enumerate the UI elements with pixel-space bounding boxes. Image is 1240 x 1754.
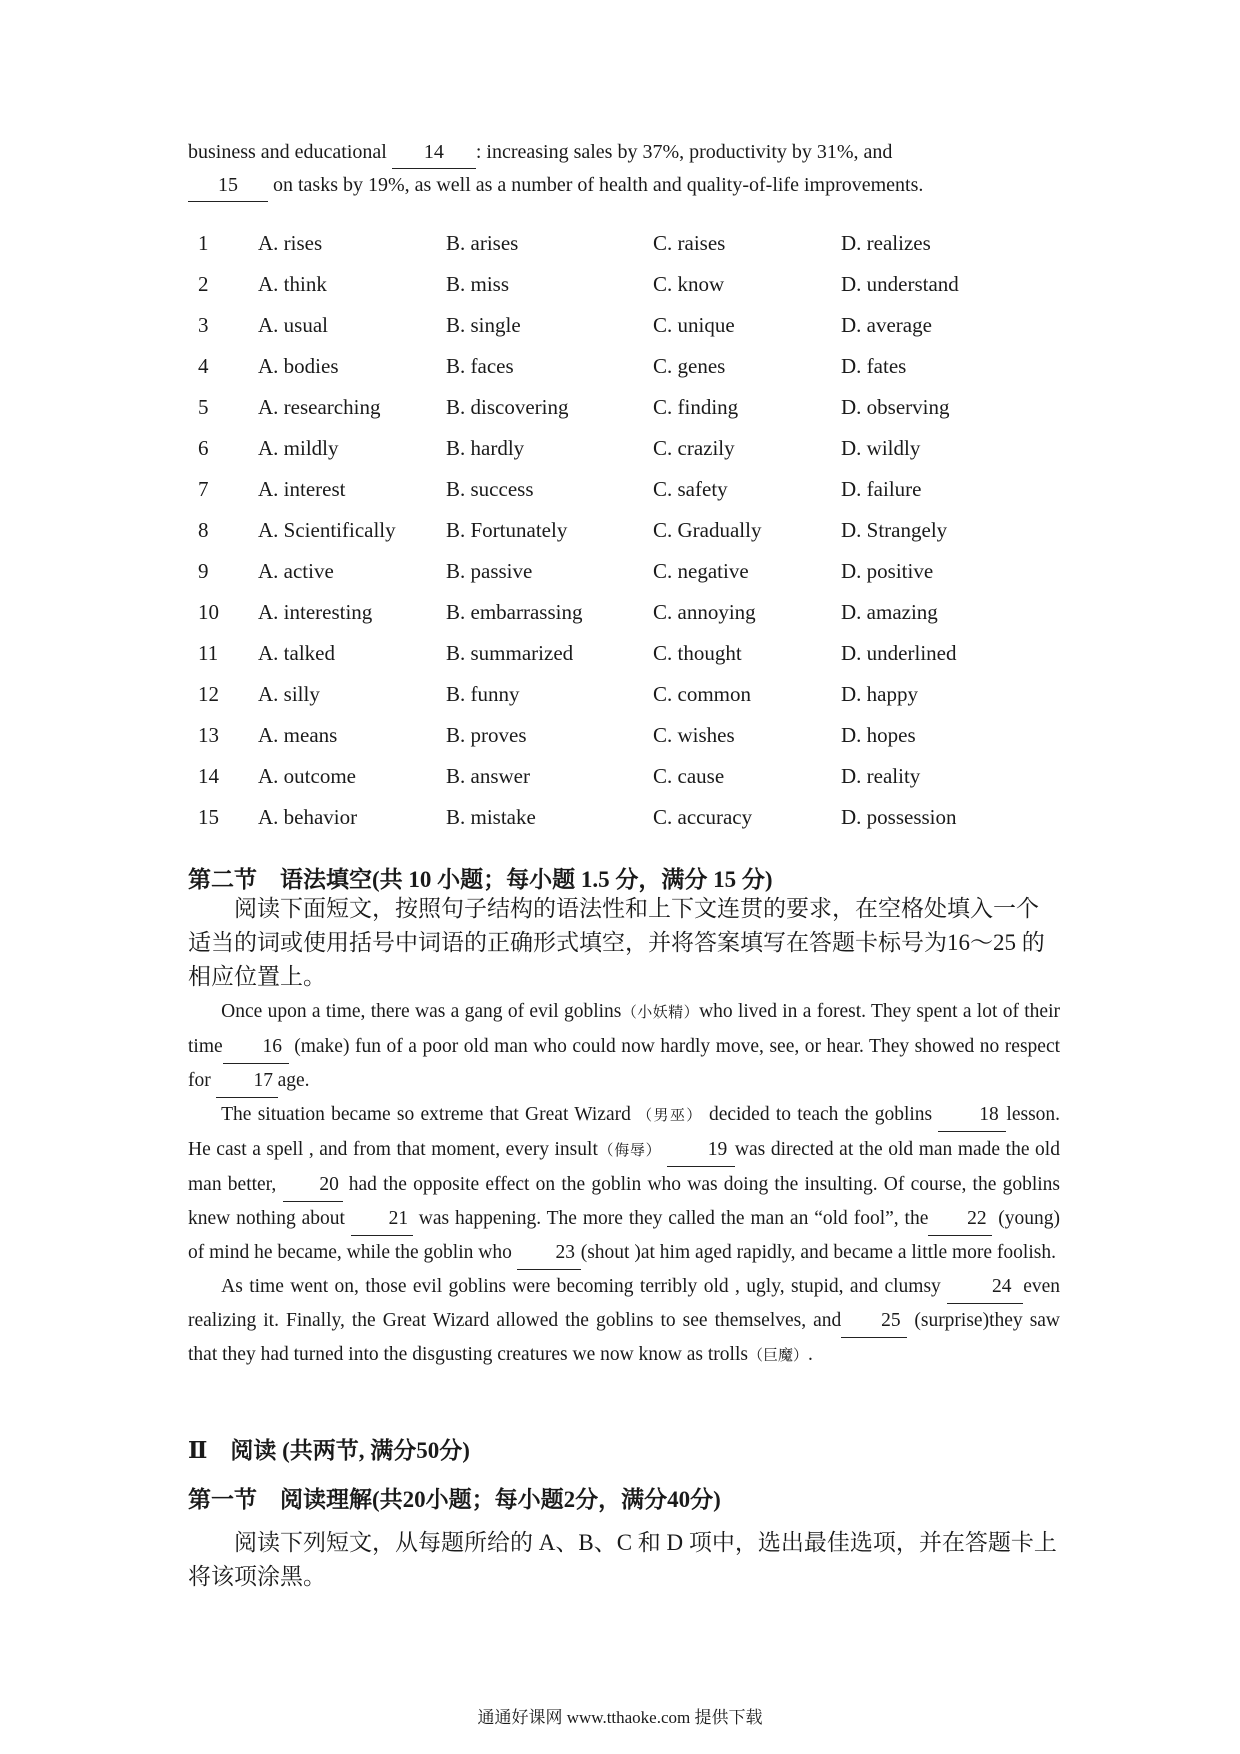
question-number: 6 bbox=[198, 436, 209, 460]
option-row bbox=[198, 674, 1021, 715]
option-a: A. behavior bbox=[258, 805, 358, 829]
option-a: A. think bbox=[258, 272, 327, 296]
option-d: D. Strangely bbox=[841, 518, 948, 542]
option-c: C. genes bbox=[653, 354, 726, 378]
question-number: 8 bbox=[198, 518, 209, 542]
question-number: 2 bbox=[198, 272, 209, 296]
option-b: B. passive bbox=[446, 559, 533, 583]
option-a: A. interest bbox=[258, 477, 346, 501]
option-c: C. know bbox=[653, 272, 725, 296]
option-d: D. average bbox=[841, 313, 932, 337]
option-a: A. Scientifically bbox=[258, 518, 396, 542]
option-c: C. cause bbox=[653, 764, 725, 788]
option-c: C. annoying bbox=[653, 600, 756, 624]
grammar-passage bbox=[188, 995, 1060, 1373]
option-d: D. happy bbox=[841, 682, 918, 706]
option-row bbox=[198, 592, 1021, 633]
option-row bbox=[198, 510, 1021, 551]
option-d: D. reality bbox=[841, 764, 921, 788]
option-a: A. means bbox=[258, 723, 338, 747]
option-c: C. accuracy bbox=[653, 805, 753, 829]
section2-instruction: 阅读下面短文，按照句子结构的语法性和上下文连贯的要求，在空格处填入一个适当的词或使用括号中词语的正确形式填空，并将答案填写在答题卡标号为16～25 的相应位置上。 bbox=[188, 896, 1045, 989]
option-c: C. thought bbox=[653, 641, 742, 665]
option-d: D. observing bbox=[841, 395, 950, 419]
blank-18: 18 bbox=[938, 1098, 1006, 1132]
page-footer: 通通好课网 www.tthaoke.com 提供下载 bbox=[477, 1708, 763, 1727]
option-b: B. discovering bbox=[446, 395, 569, 419]
option-c: C. Gradually bbox=[653, 518, 762, 542]
question-number: 9 bbox=[198, 559, 209, 583]
option-d: D. possession bbox=[841, 805, 957, 829]
question-number: 11 bbox=[198, 641, 219, 665]
blank-15: 15 bbox=[188, 169, 268, 202]
option-c: C. crazily bbox=[653, 436, 735, 460]
question-number: 15 bbox=[198, 805, 219, 829]
option-a: A. outcome bbox=[258, 764, 356, 788]
options-table bbox=[198, 223, 1021, 838]
option-row bbox=[198, 633, 1021, 674]
option-c: C. common bbox=[653, 682, 751, 706]
option-b: B. miss bbox=[446, 272, 510, 296]
option-row bbox=[198, 428, 1021, 469]
option-row bbox=[198, 715, 1021, 756]
option-d: D. hopes bbox=[841, 723, 916, 747]
part2-heading: Ⅱ 阅读 (共两节, 满分50分) bbox=[188, 1438, 470, 1463]
option-row bbox=[198, 469, 1021, 510]
option-d: D. fates bbox=[841, 354, 907, 378]
part2-instruction: 阅读下列短文，从每题所给的 A、B、C 和 D 项中，选出最佳选项，并在答题卡上将该项涂黑。 bbox=[188, 1530, 1057, 1589]
option-d: D. amazing bbox=[841, 600, 938, 624]
question-number: 1 bbox=[198, 231, 209, 255]
option-b: B. arises bbox=[446, 231, 519, 255]
option-a: A. silly bbox=[258, 682, 320, 706]
option-a: A. talked bbox=[258, 641, 335, 665]
option-b: B. proves bbox=[446, 723, 527, 747]
option-row bbox=[198, 264, 1021, 305]
blank-25: 25 bbox=[841, 1304, 907, 1338]
option-b: B. summarized bbox=[446, 641, 574, 665]
option-row bbox=[198, 305, 1021, 346]
blank-21: 21 bbox=[351, 1202, 413, 1236]
blank-20: 20 bbox=[283, 1168, 343, 1202]
question-number: 10 bbox=[198, 600, 219, 624]
story-paragraph-2: The situation became so extreme that Great Wizard （男巫） decided to teach the goblins 18 lesson. He cast a spell , and from that moment, every insult（侮辱） 19 was directed at the old man made the old man better, 20 had the opposite effect on the goblin who was doing the insulting. Of course, the goblins knew nothing about 21 was happening. The more they called the man an “old fool”, the 22 (young) of mind he became, while the goblin who 23 (shout )at him aged rapidly, and became a little more foolish. bbox=[188, 1098, 1060, 1270]
option-row bbox=[198, 797, 1021, 838]
blank-24: 24 bbox=[947, 1270, 1023, 1304]
option-d: D. realizes bbox=[841, 231, 931, 255]
question-number: 7 bbox=[198, 477, 209, 501]
option-row bbox=[198, 551, 1021, 592]
option-b: B. mistake bbox=[446, 805, 536, 829]
option-b: B. Fortunately bbox=[446, 518, 568, 542]
option-c: C. wishes bbox=[653, 723, 735, 747]
option-b: B. faces bbox=[446, 354, 514, 378]
intro-line-1: business and educational 14 : increasing sales by 37%, productivity by 31%, and bbox=[188, 136, 1060, 169]
question-number: 14 bbox=[198, 764, 219, 788]
option-b: B. success bbox=[446, 477, 534, 501]
option-d: D. failure bbox=[841, 477, 922, 501]
blank-23: 23 bbox=[517, 1236, 581, 1270]
option-d: D. wildly bbox=[841, 436, 921, 460]
blank-22: 22 bbox=[928, 1202, 992, 1236]
option-a: A. active bbox=[258, 559, 334, 583]
option-c: C. safety bbox=[653, 477, 728, 501]
story-paragraph-3: As time went on, those evil goblins were becoming terribly old , ugly, stupid, and clumsy 24 even realizing it. Finally, the Great Wizard allowed the goblins to see themselves, and 25 (surprise)they saw that they had turned into the disgusting creatures we now know as trolls（巨魔）. bbox=[188, 1270, 1060, 1373]
intro-line-2: 15 on tasks by 19%, as well as a number of health and quality-of-life improvements. bbox=[188, 169, 1060, 202]
option-row bbox=[198, 387, 1021, 428]
option-b: B. answer bbox=[446, 764, 530, 788]
question-number: 13 bbox=[198, 723, 219, 747]
option-b: B. funny bbox=[446, 682, 520, 706]
option-a: A. bodies bbox=[258, 354, 339, 378]
option-c: C. finding bbox=[653, 395, 739, 419]
option-a: A. usual bbox=[258, 313, 328, 337]
blank-14: 14 bbox=[392, 136, 476, 169]
question-number: 5 bbox=[198, 395, 209, 419]
option-b: B. single bbox=[446, 313, 521, 337]
blank-19: 19 bbox=[667, 1133, 735, 1167]
question-number: 4 bbox=[198, 354, 209, 378]
blank-17: 17 bbox=[216, 1064, 278, 1098]
option-c: C. negative bbox=[653, 559, 749, 583]
option-c: C. raises bbox=[653, 231, 726, 255]
story-paragraph-1: Once upon a time, there was a gang of evil goblins（小妖精）who lived in a forest. They spent a lot of their time 16 (make) fun of a poor old man who could now hardly move, see, or hear. They showed no respect for 17 age. bbox=[188, 995, 1060, 1098]
option-row bbox=[198, 346, 1021, 387]
cloze-passage-end bbox=[188, 136, 1060, 202]
blank-16: 16 bbox=[223, 1030, 289, 1064]
option-d: D. underlined bbox=[841, 641, 957, 665]
option-row bbox=[198, 223, 1021, 264]
question-number: 12 bbox=[198, 682, 219, 706]
section2-heading: 第二节 语法填空(共 10 小题；每小题 1.5 分，满分 15 分) bbox=[188, 867, 773, 892]
option-d: D. understand bbox=[841, 272, 959, 296]
question-number: 3 bbox=[198, 313, 209, 337]
option-a: A. rises bbox=[258, 231, 323, 255]
part2-subheading: 第一节 阅读理解(共20小题；每小题2分，满分40分) bbox=[188, 1487, 721, 1512]
option-a: A. mildly bbox=[258, 436, 339, 460]
option-a: A. researching bbox=[258, 395, 381, 419]
option-b: B. embarrassing bbox=[446, 600, 583, 624]
option-d: D. positive bbox=[841, 559, 934, 583]
option-a: A. interesting bbox=[258, 600, 373, 624]
option-c: C. unique bbox=[653, 313, 735, 337]
option-b: B. hardly bbox=[446, 436, 525, 460]
option-row bbox=[198, 756, 1021, 797]
